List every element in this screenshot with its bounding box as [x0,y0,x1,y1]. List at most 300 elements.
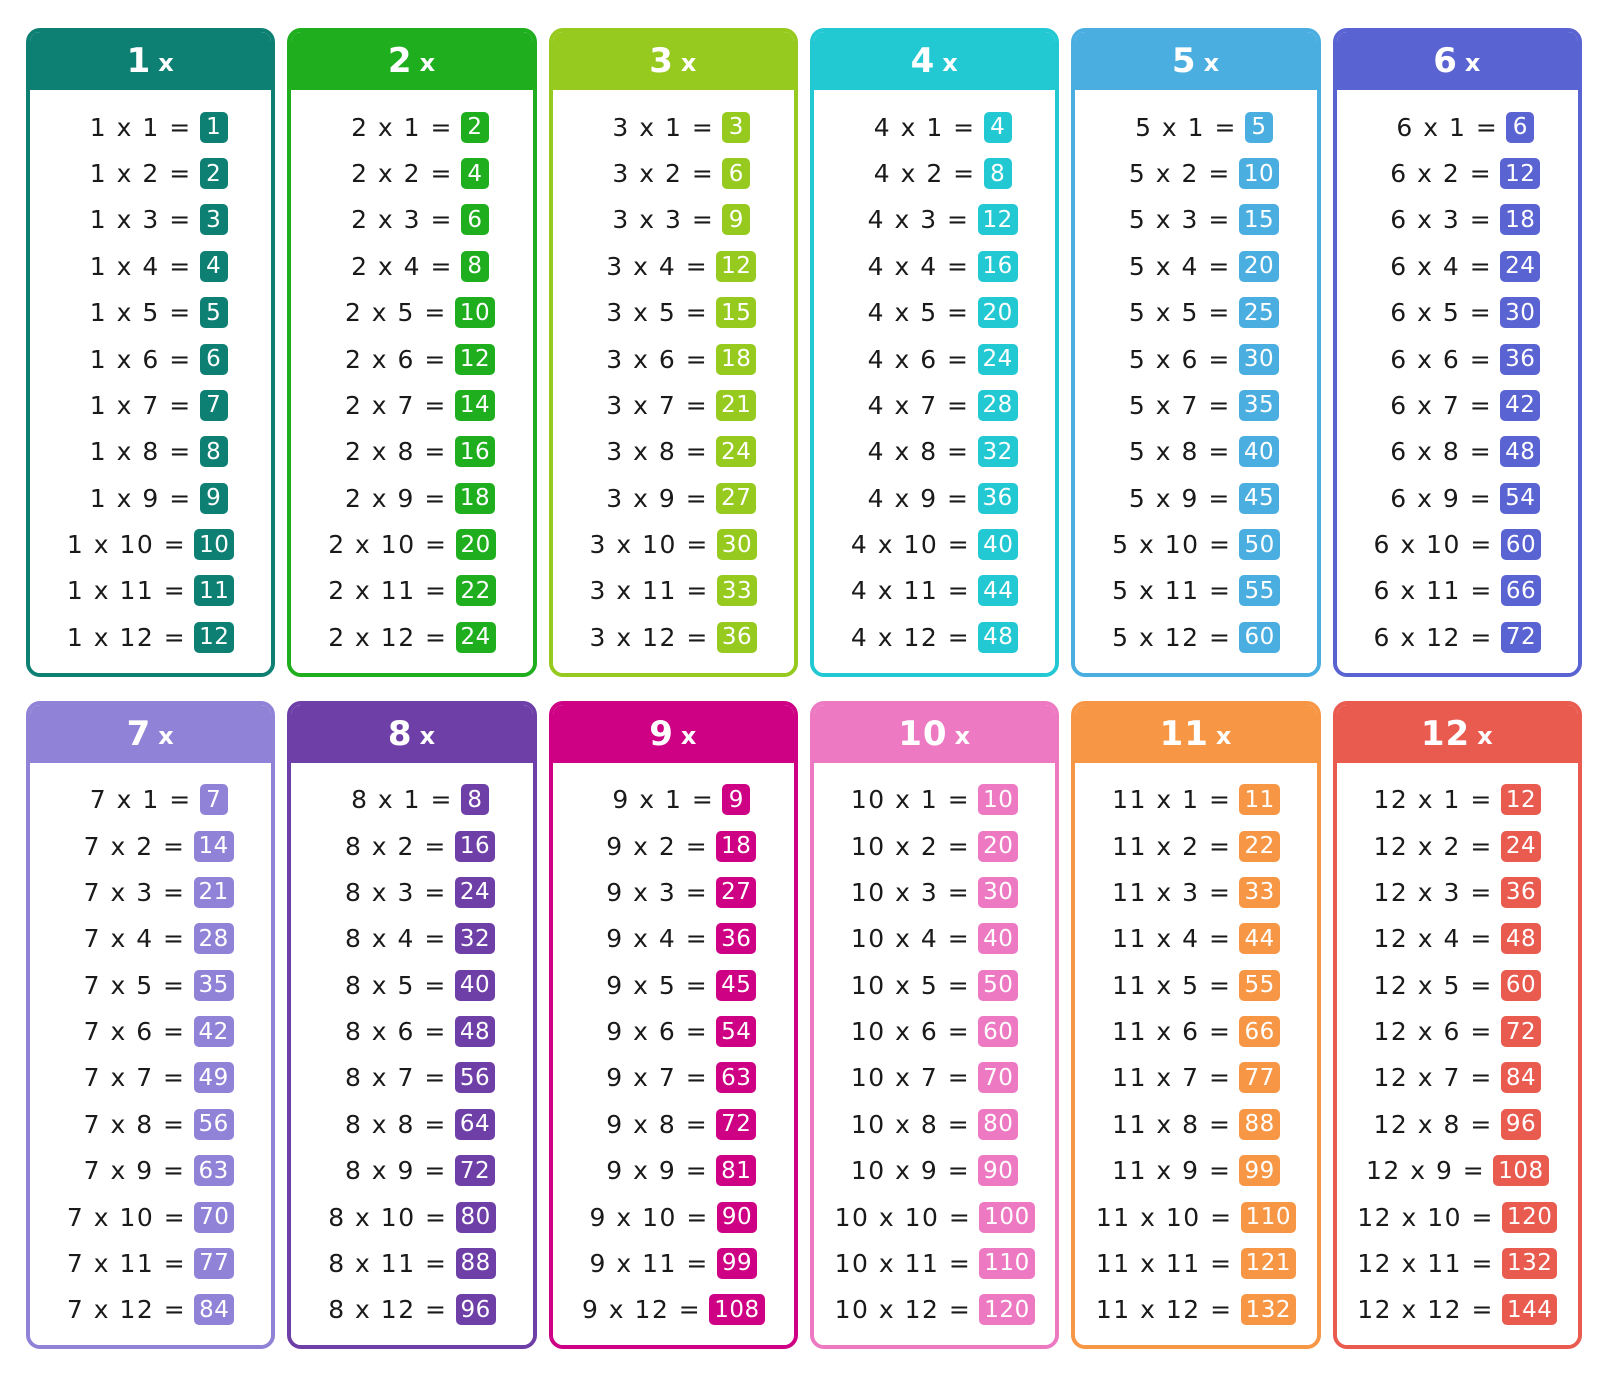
fact-answer-badge: 12 [194,622,234,653]
table-row [1337,204,1578,235]
table-row [814,923,1055,954]
fact-answer-badge: 36 [1500,344,1540,375]
fact-answer-badge: 55 [1239,575,1279,606]
fact-expression: 10 x 5 = [850,970,971,1000]
fact-expression: 9 x 10 = [589,1202,709,1232]
fact-expression: 2 x 5 = [344,298,447,328]
fact-answer-badge: 8 [461,251,489,282]
fact-answer-badge: 21 [194,877,234,908]
fact-answer-badge: 18 [716,344,756,375]
fact-answer-badge: 16 [455,831,495,862]
fact-answer-badge: 40 [978,529,1018,560]
table-row [1075,204,1316,235]
table-row [553,784,794,815]
fact-expression: 4 x 1 = [873,112,976,142]
fact-expression: 5 x 10 = [1112,530,1232,560]
fact-answer-badge: 14 [455,390,495,421]
fact-answer-badge: 56 [455,1062,495,1093]
table-header-number: 7 [126,713,152,754]
fact-expression: 12 x 6 = [1373,1017,1493,1047]
fact-expression: 2 x 12 = [328,622,448,652]
fact-answer-badge: 12 [1501,784,1541,815]
fact-expression: 11 x 2 = [1112,831,1232,861]
fact-expression: 11 x 8 = [1112,1109,1232,1139]
table-row [291,436,532,467]
table-row [1075,529,1316,560]
table-row [553,344,794,375]
fact-answer-badge: 35 [1239,390,1279,421]
fact-expression: 3 x 9 = [606,483,709,513]
table-row [814,1109,1055,1140]
fact-answer-badge: 54 [1500,483,1540,514]
fact-answer-badge: 63 [716,1062,756,1093]
fact-expression: 6 x 2 = [1390,159,1493,189]
table-row [553,1155,794,1186]
table-row [553,1109,794,1140]
table-row [1075,297,1316,328]
table-row [291,1109,532,1140]
fact-expression: 6 x 6 = [1390,344,1493,374]
table-row [553,297,794,328]
fact-expression: 4 x 4 = [867,251,970,281]
multiply-symbol-icon: x [1477,721,1494,750]
multiplication-table-card-10 [810,701,1059,1350]
fact-expression: 8 x 12 = [328,1295,448,1325]
fact-answer-badge: 72 [1501,622,1541,653]
fact-expression: 12 x 9 = [1365,1156,1486,1186]
table-row [553,622,794,653]
fact-answer-badge: 24 [455,877,495,908]
fact-answer-badge: 12 [1500,158,1540,189]
table-row [814,575,1055,606]
table-row [30,1155,271,1186]
fact-answer-badge: 11 [194,575,234,606]
multiply-symbol-icon: x [419,721,437,750]
table-header-8 [291,705,532,763]
fact-answer-badge: 44 [1239,923,1279,954]
fact-expression: 7 x 1 = [89,785,192,815]
fact-expression: 8 x 2 = [344,831,447,861]
table-row [291,1062,532,1093]
fact-expression: 1 x 2 = [89,159,192,189]
table-row [1337,158,1578,189]
fact-expression: 11 x 12 = [1095,1295,1233,1325]
table-row [1337,1294,1578,1325]
table-row [30,158,271,189]
table-row [1337,1248,1578,1279]
fact-expression: 4 x 9 = [867,483,970,513]
table-row [814,436,1055,467]
table-row [814,204,1055,235]
fact-expression: 10 x 3 = [850,877,971,907]
table-header-7 [30,705,271,763]
table-row [814,390,1055,421]
table-row [291,923,532,954]
table-row [1075,158,1316,189]
fact-expression: 10 x 2 = [850,831,971,861]
table-row [291,158,532,189]
fact-answer-badge: 70 [978,1062,1018,1093]
fact-answer-badge: 24 [456,622,496,653]
table-row [1337,297,1578,328]
fact-answer-badge: 84 [194,1294,234,1325]
table-header-number: 12 [1420,713,1471,754]
fact-answer-badge: 28 [194,923,234,954]
fact-answer-badge: 40 [1239,436,1279,467]
fact-expression: 11 x 7 = [1112,1063,1232,1093]
fact-answer-badge: 96 [456,1294,496,1325]
fact-answer-badge: 6 [1506,112,1534,143]
table-header-number: 4 [910,41,936,81]
table-header-11 [1075,705,1316,763]
multiply-symbol-icon: x [158,721,175,750]
fact-expression: 6 x 12 = [1373,622,1493,652]
fact-answer-badge: 30 [717,529,757,560]
fact-expression: 8 x 5 = [344,970,447,1000]
table-row [1075,1294,1316,1325]
table-row [553,390,794,421]
multiplication-table-card-11 [1071,701,1320,1350]
fact-answer-badge: 36 [1501,877,1541,908]
table-body-9 [553,763,794,1346]
fact-answer-badge: 4 [461,158,489,189]
fact-answer-badge: 144 [1502,1294,1557,1325]
table-row [553,158,794,189]
fact-expression: 6 x 5 = [1390,298,1493,328]
table-row [291,390,532,421]
fact-expression: 10 x 10 = [834,1202,972,1232]
fact-expression: 3 x 12 = [589,622,709,652]
fact-expression: 8 x 3 = [344,877,447,907]
fact-expression: 12 x 10 = [1357,1202,1494,1232]
fact-answer-badge: 5 [200,297,228,328]
fact-expression: 10 x 4 = [850,924,971,954]
table-row [814,344,1055,375]
table-row [30,784,271,815]
table-row [553,204,794,235]
table-row [553,1248,794,1279]
table-row [30,297,271,328]
table-row [814,831,1055,862]
table-row [814,1155,1055,1186]
table-row [30,344,271,375]
fact-expression: 9 x 4 = [606,924,709,954]
table-row [1337,1202,1578,1233]
table-row [814,529,1055,560]
fact-answer-badge: 50 [1239,529,1279,560]
table-row [1075,1109,1316,1140]
fact-expression: 5 x 11 = [1112,576,1232,606]
table-row [1075,923,1316,954]
fact-answer-badge: 121 [1241,1248,1296,1279]
table-row [553,251,794,282]
fact-answer-badge: 110 [979,1248,1034,1279]
table-row [1337,251,1578,282]
fact-answer-badge: 120 [1502,1202,1557,1233]
fact-answer-badge: 8 [461,784,489,815]
table-row [814,1016,1055,1047]
fact-expression: 6 x 4 = [1390,251,1493,281]
fact-answer-badge: 16 [978,251,1018,282]
fact-answer-badge: 9 [200,483,228,514]
fact-expression: 6 x 8 = [1390,437,1493,467]
fact-answer-badge: 33 [717,575,757,606]
fact-expression: 10 x 8 = [850,1109,971,1139]
table-row [553,1294,794,1325]
table-row [291,784,532,815]
fact-answer-badge: 9 [722,204,750,235]
table-row [1337,483,1578,514]
fact-expression: 1 x 5 = [89,298,192,328]
fact-answer-badge: 56 [194,1109,234,1140]
table-row [1075,575,1316,606]
table-header-4 [814,32,1055,90]
fact-expression: 3 x 7 = [606,390,709,420]
table-row [1075,970,1316,1001]
table-header-2 [291,32,532,90]
fact-expression: 11 x 5 = [1112,970,1232,1000]
fact-expression: 4 x 10 = [850,530,971,560]
fact-answer-badge: 70 [194,1202,234,1233]
fact-answer-badge: 28 [978,390,1018,421]
fact-answer-badge: 20 [1239,251,1279,282]
fact-answer-badge: 132 [1241,1294,1296,1325]
fact-answer-badge: 132 [1502,1248,1557,1279]
fact-expression: 2 x 4 = [351,251,453,281]
multiplication-table-card-6 [1333,28,1582,677]
multiplication-table-card-3 [549,28,798,677]
fact-expression: 3 x 6 = [606,344,709,374]
fact-expression: 7 x 8 = [83,1109,186,1139]
fact-expression: 6 x 11 = [1373,576,1493,606]
table-row [30,251,271,282]
table-row [553,1062,794,1093]
multiply-symbol-icon: x [942,49,959,77]
table-row [291,970,532,1001]
table-body-11 [1075,763,1316,1346]
fact-expression: 12 x 5 = [1373,970,1493,1000]
fact-answer-badge: 72 [1501,1016,1541,1047]
fact-expression: 5 x 7 = [1128,390,1231,420]
fact-answer-badge: 6 [722,158,750,189]
fact-answer-badge: 110 [1241,1202,1296,1233]
fact-answer-badge: 32 [455,923,495,954]
table-row [1337,1155,1578,1186]
fact-answer-badge: 60 [1501,529,1541,560]
fact-answer-badge: 48 [1501,923,1541,954]
fact-answer-badge: 20 [456,529,496,560]
fact-expression: 3 x 10 = [589,530,709,560]
table-row [1075,1202,1316,1233]
multiply-symbol-icon: x [680,49,698,77]
fact-answer-badge: 80 [978,1109,1018,1140]
table-row [814,483,1055,514]
fact-expression: 1 x 1 = [89,112,192,142]
multiply-symbol-icon: x [1203,49,1221,77]
fact-answer-badge: 7 [200,390,228,421]
fact-answer-badge: 48 [455,1016,495,1047]
fact-expression: 7 x 3 = [83,877,186,907]
multiply-symbol-icon: x [419,49,437,77]
table-row [291,1016,532,1047]
table-row [553,1202,794,1233]
fact-answer-badge: 24 [1500,251,1540,282]
table-row [30,1202,271,1233]
table-header-3 [553,32,794,90]
fact-expression: 12 x 12 = [1357,1295,1494,1325]
table-row [291,831,532,862]
table-row [1075,831,1316,862]
table-row [553,877,794,908]
fact-expression: 10 x 11 = [834,1248,972,1278]
multiplication-table-card-12 [1333,701,1582,1350]
fact-answer-badge: 1 [200,112,228,143]
table-row [30,1062,271,1093]
fact-expression: 7 x 11 = [66,1248,187,1278]
fact-expression: 7 x 4 = [83,924,186,954]
fact-expression: 2 x 2 = [351,159,453,189]
fact-expression: 9 x 6 = [606,1017,709,1047]
fact-expression: 4 x 5 = [867,298,970,328]
fact-expression: 8 x 4 = [344,924,447,954]
multiplication-table-card-5 [1071,28,1320,677]
fact-answer-badge: 66 [1501,575,1541,606]
multiplication-table-card-8 [287,701,536,1350]
fact-answer-badge: 10 [978,784,1018,815]
fact-expression: 3 x 2 = [612,159,715,189]
fact-answer-badge: 60 [978,1016,1018,1047]
multiply-symbol-icon: x [1464,49,1482,77]
fact-expression: 3 x 11 = [589,576,709,606]
fact-answer-badge: 15 [716,297,756,328]
table-row [814,1248,1055,1279]
table-row [291,877,532,908]
fact-expression: 2 x 6 = [344,344,447,374]
table-row [814,297,1055,328]
fact-answer-badge: 72 [455,1155,495,1186]
table-row [553,1016,794,1047]
multiply-symbol-icon: x [954,721,972,750]
fact-expression: 5 x 6 = [1128,344,1231,374]
fact-answer-badge: 40 [455,970,495,1001]
fact-answer-badge: 45 [716,970,756,1001]
table-row [30,877,271,908]
fact-answer-badge: 44 [978,575,1018,606]
fact-expression: 9 x 8 = [606,1109,709,1139]
table-row [553,436,794,467]
fact-expression: 4 x 3 = [867,205,970,235]
table-row [291,1248,532,1279]
fact-expression: 1 x 4 = [89,251,192,281]
fact-expression: 12 x 8 = [1373,1109,1493,1139]
fact-answer-badge: 8 [984,158,1012,189]
table-row [814,112,1055,143]
table-header-12 [1337,705,1578,763]
fact-expression: 2 x 8 = [344,437,447,467]
fact-expression: 4 x 6 = [867,344,970,374]
table-row [291,112,532,143]
fact-expression: 6 x 9 = [1390,483,1493,513]
table-row [1337,784,1578,815]
fact-answer-badge: 6 [461,204,489,235]
fact-expression: 9 x 12 = [581,1295,702,1325]
table-row [291,529,532,560]
fact-answer-badge: 20 [978,831,1018,862]
table-row [1075,1248,1316,1279]
fact-expression: 5 x 9 = [1128,483,1231,513]
fact-expression: 3 x 3 = [612,205,715,235]
fact-answer-badge: 63 [194,1155,234,1186]
table-row [814,970,1055,1001]
fact-expression: 2 x 3 = [351,205,453,235]
fact-answer-badge: 42 [1500,390,1540,421]
fact-expression: 1 x 11 = [66,576,187,606]
fact-expression: 6 x 7 = [1390,390,1493,420]
fact-expression: 2 x 10 = [328,530,448,560]
fact-answer-badge: 8 [200,436,228,467]
fact-expression: 8 x 6 = [344,1017,447,1047]
fact-answer-badge: 100 [979,1202,1034,1233]
fact-answer-badge: 54 [716,1016,756,1047]
table-row [291,622,532,653]
fact-expression: 7 x 5 = [83,970,186,1000]
table-row [30,204,271,235]
fact-expression: 8 x 11 = [328,1248,448,1278]
table-row [291,1294,532,1325]
fact-answer-badge: 24 [716,436,756,467]
table-row [30,831,271,862]
fact-answer-badge: 55 [1239,970,1279,1001]
fact-answer-badge: 4 [984,112,1012,143]
table-body-3 [553,90,794,673]
fact-answer-badge: 15 [1239,204,1279,235]
fact-expression: 7 x 9 = [83,1156,186,1186]
fact-answer-badge: 108 [1493,1155,1548,1186]
fact-answer-badge: 99 [1239,1155,1279,1186]
fact-answer-badge: 64 [455,1109,495,1140]
table-header-number: 5 [1171,41,1197,81]
fact-answer-badge: 66 [1239,1016,1279,1047]
table-header-5 [1075,32,1316,90]
table-header-number: 10 [898,713,948,754]
fact-expression: 1 x 6 = [89,344,192,374]
table-body-10 [814,763,1055,1346]
table-row [1337,923,1578,954]
table-row [814,622,1055,653]
table-row [814,251,1055,282]
fact-expression: 8 x 8 = [344,1109,447,1139]
fact-answer-badge: 120 [979,1294,1034,1325]
multiplication-table-card-2 [287,28,536,677]
table-row [1075,251,1316,282]
fact-expression: 9 x 1 = [612,785,715,815]
fact-expression: 11 x 3 = [1112,877,1232,907]
table-row [1337,622,1578,653]
fact-answer-badge: 5 [1245,112,1273,143]
table-row [553,831,794,862]
fact-answer-badge: 36 [978,483,1018,514]
fact-expression: 12 x 3 = [1373,877,1493,907]
table-row [1075,622,1316,653]
fact-expression: 12 x 2 = [1373,831,1493,861]
fact-answer-badge: 3 [722,112,750,143]
fact-answer-badge: 21 [716,390,756,421]
multiplication-table-card-7 [26,701,275,1350]
fact-expression: 11 x 10 = [1095,1202,1233,1232]
fact-expression: 10 x 9 = [850,1156,971,1186]
fact-expression: 1 x 7 = [89,390,192,420]
table-row [291,1202,532,1233]
